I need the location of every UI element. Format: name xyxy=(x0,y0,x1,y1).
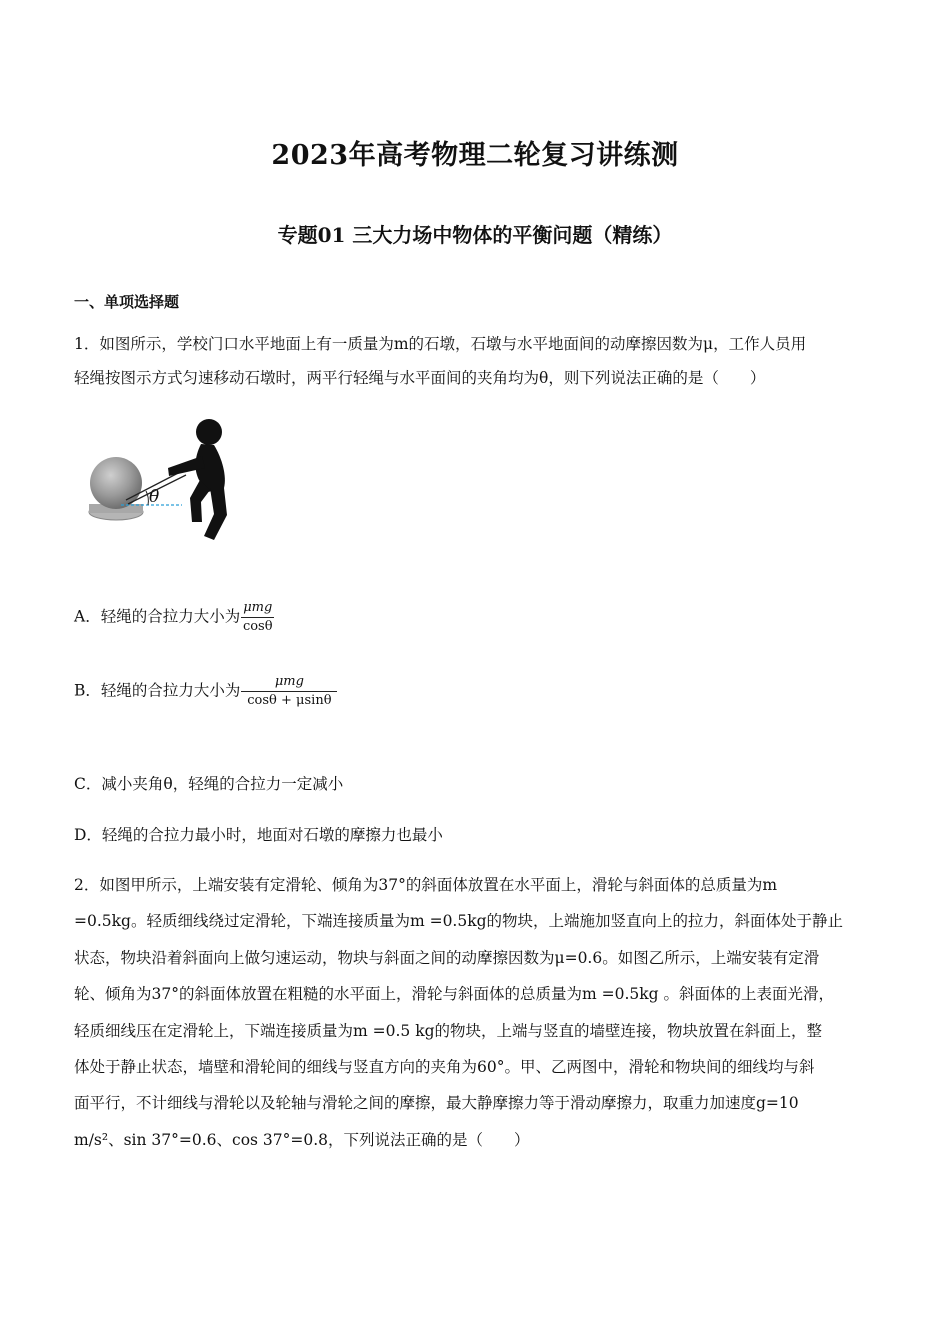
section-heading: 一、单项选择题 xyxy=(74,293,180,311)
person-leg-back xyxy=(204,488,227,540)
question-2-line: =0.5kg。轻质细线绕过定滑轮，下端连接质量为m =0.5kg的物块，上端施加竖直向上的拉力，斜面体处于静止 xyxy=(74,912,844,931)
fraction-numerator: μmg xyxy=(241,600,274,618)
fraction-denominator: cosθ + μsinθ xyxy=(247,693,332,708)
page-subtitle: 专题01 三大力场中物体的平衡问题（精练） xyxy=(277,223,673,247)
fraction-numerator: μmg xyxy=(241,674,337,692)
option-a-text: A．轻绳的合拉力大小为 xyxy=(74,607,241,626)
option-c[interactable]: C．减小夹角θ，轻绳的合拉力一定减小 xyxy=(74,775,344,793)
question-1-stem xyxy=(74,327,876,395)
question-2-line: 轻质细线压在定滑轮上，下端连接质量为m =0.5 kg的物块，上端与竖直的墙壁连接，物块放置在斜面上，整 xyxy=(74,1021,823,1040)
option-b-fraction xyxy=(241,674,337,709)
option-a-fraction xyxy=(241,600,274,635)
question-2-line: m/s²、sin 37°=0.6、cos 37°=0.8，下列说法正确的是（ ） xyxy=(74,1130,530,1149)
theta-label: θ xyxy=(149,487,160,507)
option-b-text: B．轻绳的合拉力大小为 xyxy=(74,681,241,700)
page-title: 2023年高考物理二轮复习讲练测 xyxy=(271,140,679,171)
option-d[interactable]: D．轻绳的合拉力最小时，地面对石墩的摩擦力也最小 xyxy=(74,826,443,844)
question-1-line: 轻绳按图示方式匀速移动石墩时，两平行轻绳与水平面间的夹角均为θ，则下列说法正确的是（ ） xyxy=(74,369,766,387)
option-a[interactable] xyxy=(74,600,274,635)
stone-pier-figure xyxy=(86,418,246,548)
fraction-denominator: cosθ xyxy=(242,619,273,634)
question-2-line: 2．如图甲所示，上端安装有定滑轮、倾角为37°的斜面体放置在水平面上，滑轮与斜面体的总质量为m xyxy=(74,876,778,894)
question-2-line: 面平行，不计细线与滑轮以及轮轴与滑轮之间的摩擦，最大静摩擦力等于滑动摩擦力，取重力加速度g=10 xyxy=(74,1094,799,1113)
question-2-line: 状态，物块沿着斜面向上做匀速运动，物块与斜面之间的动摩擦因数为μ=0.6。如图乙所示，上端安装有定滑 xyxy=(74,948,820,967)
question-1-line: 1．如图所示，学校门口水平地面上有一质量为m的石墩，石墩与水平地面间的动摩擦因数为μ，工作人员用 xyxy=(74,335,807,353)
person-head xyxy=(196,419,222,445)
question-2-line: 体处于静止状态，墙壁和滑轮间的细线与竖直方向的夹角为60°。甲、乙两图中，滑轮和物块间的细线均与斜 xyxy=(74,1058,815,1077)
option-b[interactable] xyxy=(74,674,337,709)
question-2-stem xyxy=(74,867,876,1158)
question-2-line: 轮、倾角为37°的斜面体放置在粗糙的水平面上，滑轮与斜面体的总质量为m =0.5kg 。斜面体的上表面光滑， xyxy=(74,985,834,1004)
